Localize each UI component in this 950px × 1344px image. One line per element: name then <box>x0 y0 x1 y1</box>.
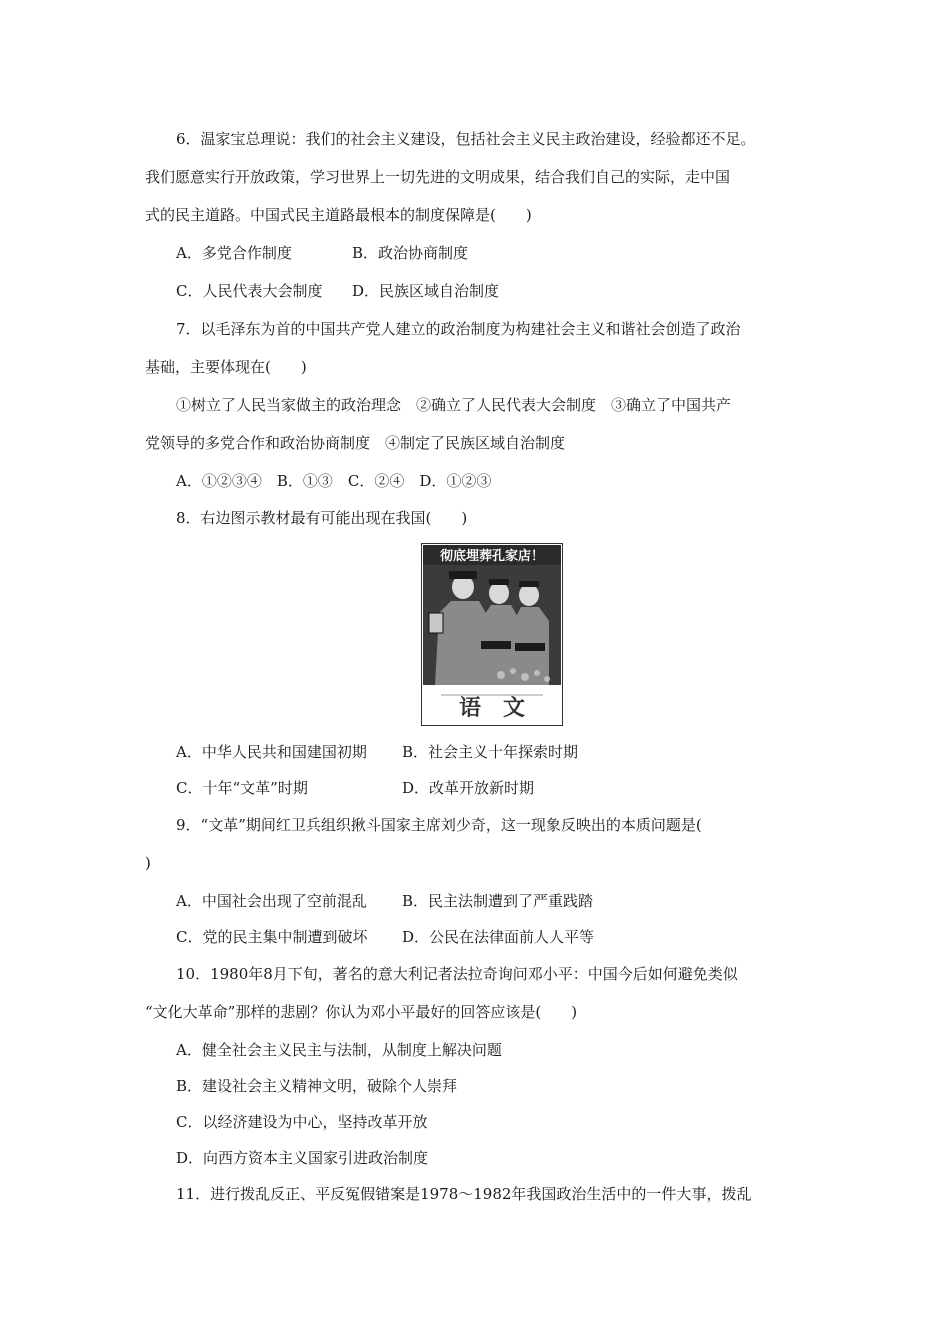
q9-stem-line1: 9．“文革”期间红卫兵组织揪斗国家主席刘少奇，这一现象反映出的本质问题是( <box>176 816 702 834</box>
q9-option-c: C．党的民主集中制遭到破坏 <box>176 928 368 946</box>
q11-stem-line1: 11．进行拨乱反正、平反冤假错案是1978～1982年我国政治生活中的一件大事，拨乱 <box>176 1185 752 1203</box>
q10-option-d: D．向西方资本主义国家引进政治制度 <box>176 1149 429 1167</box>
q8-option-b: B．社会主义十年探索时期 <box>402 743 579 761</box>
poster-caption: 语 文 <box>458 695 526 721</box>
q8-stem: 8．右边图示教材最有可能出现在我国( ) <box>176 509 468 527</box>
q6-option-b: B．政治协商制度 <box>352 244 469 262</box>
q8-option-a: A．中华人民共和国建国初期 <box>176 743 367 761</box>
q7-statements-line2: 党领导的多党合作和政治协商制度 ④制定了民族区域自治制度 <box>145 434 566 452</box>
textbook-cover-image <box>421 543 563 726</box>
q6-option-d: D．民族区域自治制度 <box>352 282 500 300</box>
q7-stem-line1: 7．以毛泽东为首的中国共产党人建立的政治制度为构建社会主义和谐社会创造了政治 <box>176 320 741 338</box>
q9-option-d: D．公民在法律面前人人平等 <box>402 928 595 946</box>
q10-option-b: B．建设社会主义精神文明，破除个人崇拜 <box>176 1077 458 1095</box>
poster-slogan: 彻底埋葬孔家店！ <box>439 549 545 564</box>
q6-stem-line2: 我们愿意实行开放政策，学习世界上一切先进的文明成果，结合我们自己的实际，走中国 <box>145 168 731 186</box>
q10-stem-line2: “文化大革命”那样的悲剧？你认为邓小平最好的回答应该是( ) <box>145 1003 578 1021</box>
q10-option-c: C．以经济建设为中心，坚持改革开放 <box>176 1113 428 1131</box>
q6-option-a: A．多党合作制度 <box>176 244 292 262</box>
q8-option-c: C．十年“文革”时期 <box>176 779 308 797</box>
q7-stem-line2: 基础，主要体现在( ) <box>145 358 307 376</box>
q8-option-d: D．改革开放新时期 <box>402 779 535 797</box>
q7-options: A．①②③④ B．①③ C．②④ D．①②③ <box>176 472 492 490</box>
q6-stem-line3: 式的民主道路。中国式民主道路最根本的制度保障是( ) <box>145 206 532 224</box>
q9-stem-line2: ) <box>145 854 151 872</box>
q10-option-a: A．健全社会主义民主与法制，从制度上解决问题 <box>176 1041 502 1059</box>
q10-stem-line1: 10．1980年8月下旬，著名的意大利记者法拉奇询问邓小平：中国今后如何避免类似 <box>176 965 738 983</box>
q7-statements-line1: ①树立了人民当家做主的政治理念 ②确立了人民代表大会制度 ③确立了中国共产 <box>176 396 732 414</box>
q6-stem-line1: 6．温家宝总理说：我们的社会主义建设，包括社会主义民主政治建设，经验都还不足。 <box>176 130 756 148</box>
q6-option-c: C．人民代表大会制度 <box>176 282 323 300</box>
q9-option-a: A．中国社会出现了空前混乱 <box>176 892 367 910</box>
q9-option-b: B．民主法制遭到了严重践踏 <box>402 892 594 910</box>
